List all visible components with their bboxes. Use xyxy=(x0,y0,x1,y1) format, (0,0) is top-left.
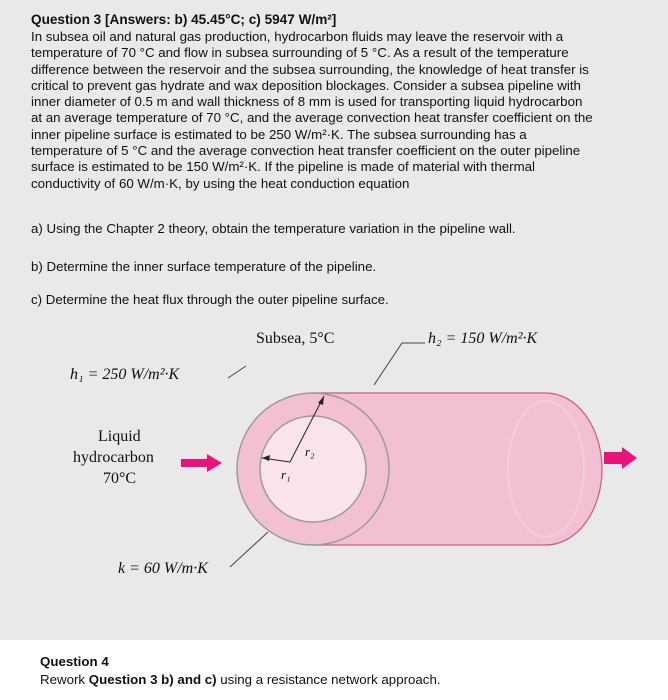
k-leader-line xyxy=(230,532,268,567)
body-line: temperature of 5 °C and the average convection heat transfer coefficient on the outer pipeline xyxy=(31,143,581,159)
liquid-label-line1: Liquid xyxy=(98,428,141,445)
part-c: c) Determine the heat flux through the outer pipeline surface. xyxy=(31,292,389,307)
body-line: In subsea oil and natural gas production, hydrocarbon fluids may leave the reservoir with a xyxy=(31,29,564,44)
body-line: surface is estimated to be 150 W/m²·K. If the pipeline is made of material with thermal xyxy=(31,159,536,175)
pipe-inner-bore xyxy=(260,416,366,522)
subsea-label: Subsea, 5°C xyxy=(256,330,335,347)
q4-suffix: using a resistance network approach. xyxy=(216,672,441,687)
question-4-section xyxy=(0,640,668,700)
body-line: inner pipeline surface is estimated to be 250 W/m²·K. The subsea surrounding has a xyxy=(31,126,527,142)
liquid-label-line2: hydrocarbon xyxy=(73,449,154,466)
h2-leader-line xyxy=(374,343,425,385)
h1-leader-line xyxy=(228,366,246,378)
body-line: inner diameter of 0.5 m and wall thickness of 8 mm is used for transporting liquid hydrocarbon xyxy=(31,94,583,110)
k-label: k = 60 W/m·K xyxy=(118,560,208,577)
question-4-body xyxy=(40,672,441,687)
r1-label: r₁ xyxy=(281,467,291,482)
liquid-label-line3: 70°C xyxy=(103,470,137,487)
question-3-title: Question 3 [Answers: b) 45.45°C; c) 5947 W/m²] xyxy=(31,12,337,27)
part-a: a) Using the Chapter 2 theory, obtain the temperature variation in the pipeline wall. xyxy=(31,221,516,236)
liquid-flow-arrow xyxy=(181,454,222,472)
question-4-title: Question 4 xyxy=(40,654,109,669)
h1-label: h₁ = 250 W/m²·K xyxy=(70,366,180,383)
body-line: conductivity of 60 W/m·K, by using the heat conduction equation xyxy=(31,175,410,191)
body-line: critical to prevent gas hydrate and wax deposition blockages. Consider a subsea pipeline with xyxy=(31,77,581,93)
r2-label: r₂ xyxy=(305,444,315,459)
body-line: temperature of 70 °C and flow in subsea surrounding of 5 °C. As a result of the temperature xyxy=(31,45,569,61)
q4-bold: Question 3 b) and c) xyxy=(88,672,217,687)
body-line: at an average temperature of 70 °C, and the average convection heat transfer coefficient on the xyxy=(31,110,593,126)
heat-flow-arrow xyxy=(604,447,637,469)
h2-label: h₂ = 150 W/m²·K xyxy=(428,330,538,347)
body-line: difference between the reservoir and the subsea surrounding, the knowledge of heat transfer is xyxy=(31,61,589,77)
q4-prefix: Rework xyxy=(40,672,89,687)
part-b: b) Determine the inner surface temperature of the pipeline. xyxy=(31,259,377,274)
